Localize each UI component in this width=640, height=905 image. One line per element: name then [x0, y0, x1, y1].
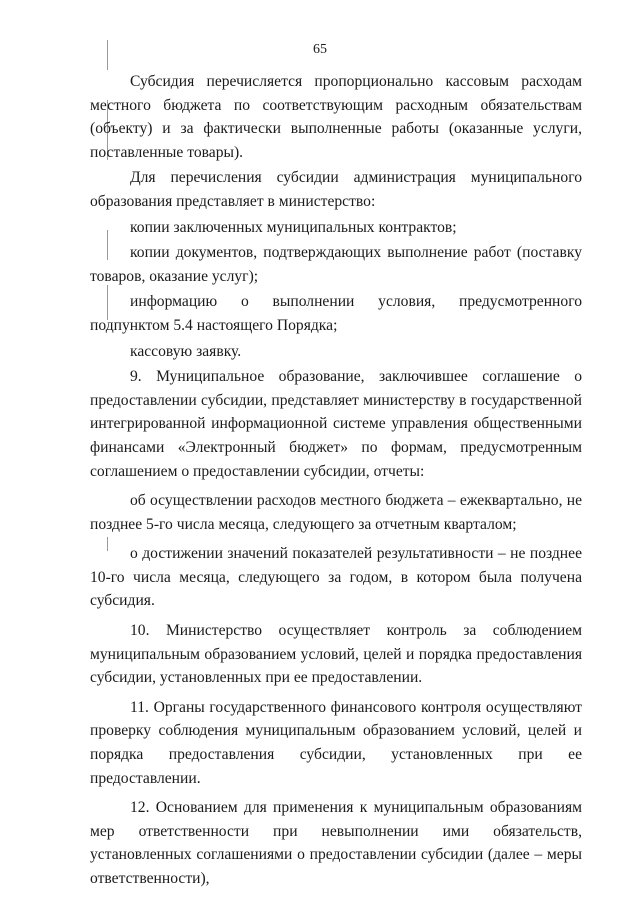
scan-artifact	[107, 40, 108, 70]
paragraph: 12. Основанием для применения к муниципальным образованиям мер ответственности при невыполнении ими обязательств, установленных соглашениями о предоставлении субсидии (далее – меры ответственности),	[90, 799, 582, 887]
paragraph: 10. Министерство осуществляет контроль за соблюдением муниципальным образованием условий, целей и порядка предоставления субсидии, установленных при ее предоставлении.	[90, 622, 582, 687]
paragraph: копии документов, подтверждающих выполнение работ (поставку товаров, оказание услуг);	[90, 244, 582, 285]
paragraph: кассовую заявку.	[130, 342, 242, 360]
paragraph: 11. Органы государственного финансового контроля осуществляют проверку соблюдения муниципальным образованием условий, целей и порядка предоставления субсидии, установленных при ее предоставлении.	[90, 698, 582, 787]
paragraph: о достижении значений показателей результативности – не позднее 10-го числа месяца, следующего за годом, в котором была получена субсидия.	[90, 545, 582, 610]
paragraph: Для перечисления субсидии администрация муниципального образования представляет в министерство:	[90, 169, 582, 210]
paragraph: Субсидия перечисляется пропорционально кассовым расходам местного бюджета по соответствующим расходным обязательствам (объекту) и за фактически выполненные работы (оказанные услуги, поставленные товары).	[90, 73, 582, 161]
paragraph: 9. Муниципальное образование, заключившее соглашение о предоставлении субсидии, представляет министерству в государственной интегрированной информационной системе управления общественными финансами «Электронный бюджет» по формам, предусмотренным соглашением о предоставлении субсидии, отчеты:	[90, 368, 582, 480]
page-number: 65	[313, 42, 327, 57]
paragraph: об осуществлении расходов местного бюджета – ежеквартально, не позднее 5-го числа месяца, следующего за отчетным кварталом;	[90, 492, 582, 533]
document-body	[90, 70, 582, 897]
paragraph: информацию о выполнении условия, предусмотренного подпунктом 5.4 настоящего Порядка;	[90, 293, 582, 334]
paragraph: копии заключенных муниципальных контрактов;	[130, 218, 457, 236]
